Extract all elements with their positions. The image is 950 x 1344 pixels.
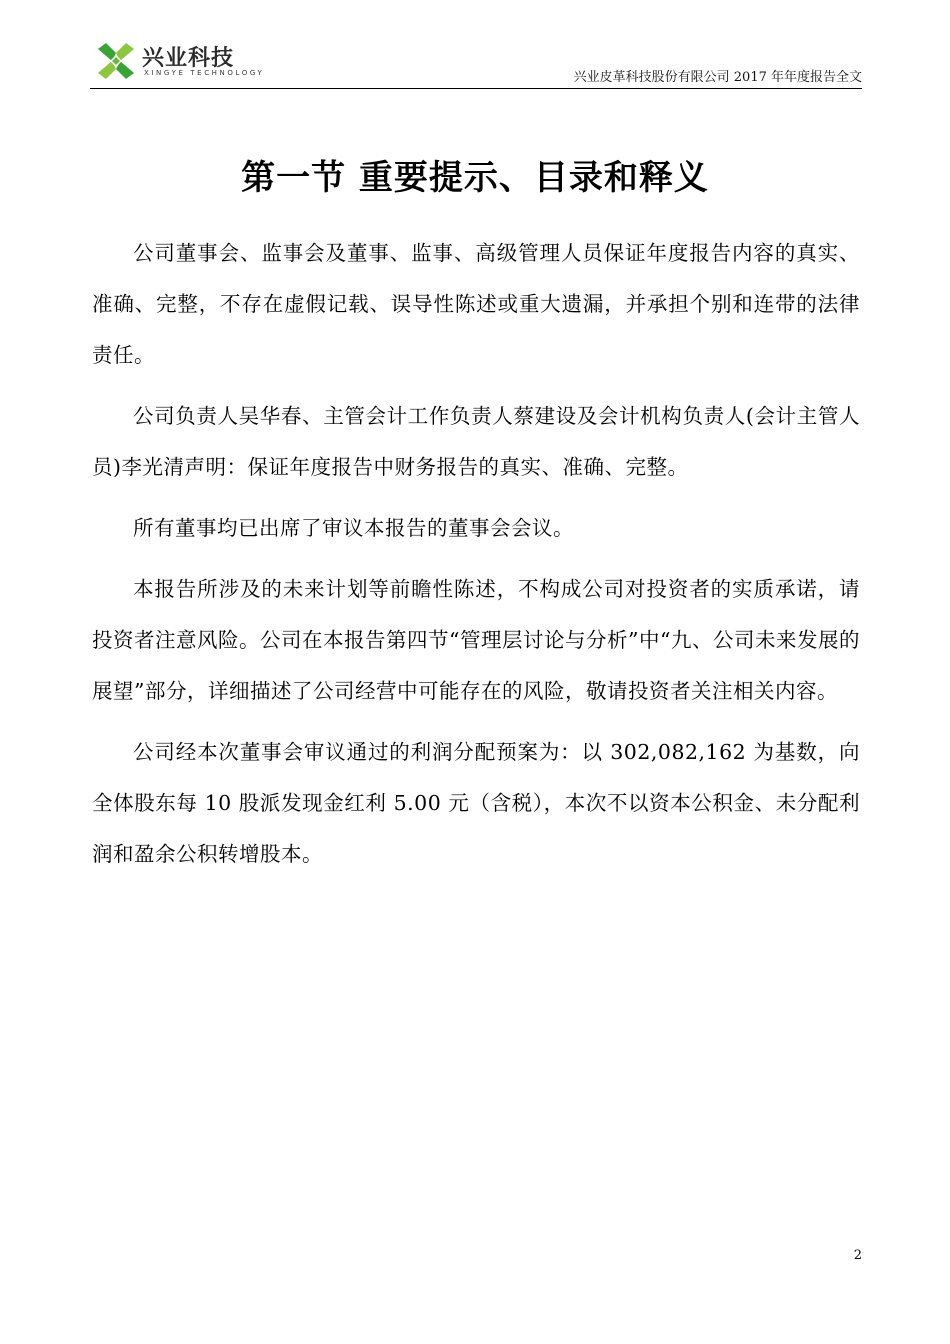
- logo-text-en: XINGYE TECHNOLOGY: [144, 69, 265, 77]
- paragraph-director-attendance: 所有董事均已出席了审议本报告的董事会会议。: [133, 516, 574, 540]
- page-header: [90, 36, 862, 88]
- logo-x-icon: [96, 41, 136, 81]
- page-content: [92, 228, 860, 890]
- paragraph-forward-looking-risk: 本报告所涉及的未来计划等前瞻性陈述，不构成公司对投资者的实质承诺，请投资者注意风险。公司在本报告第四节“管理层讨论与分析”中“九、公司未来发展的展望”部分，详细描述了公司经营中可能存在的风险，敬请投资者关注相关内容。: [92, 577, 860, 703]
- section-title: 第一节 重要提示、目录和释义: [241, 158, 709, 198]
- header-divider: [90, 88, 862, 89]
- logo-text-cn: 兴业科技: [142, 46, 235, 71]
- paragraph-officer-statement: 公司负责人吴华春、主管会计工作负责人蔡建设及会计机构负责人(会计主管人员)李光清声明：保证年度报告中财务报告的真实、准确、完整。: [92, 404, 860, 479]
- paragraph-profit-distribution: 公司经本次董事会审议通过的利润分配预案为：以 302,082,162 为基数，向全体股东每 10 股派发现金红利 5.00 元（含税），本次不以资本公积金、未分配利润和盈余公积转增股本。: [92, 740, 860, 866]
- page-number: 2: [853, 1248, 862, 1263]
- paragraph-board-assurance: 公司董事会、监事会及董事、监事、高级管理人员保证年度报告内容的真实、准确、完整，不存在虚假记载、误导性陈述或重大遗漏，并承担个别和连带的法律责任。: [92, 241, 860, 367]
- company-logo: [96, 41, 266, 85]
- header-document-title: 兴业皮革科技股份有限公司 2017 年年度报告全文: [573, 70, 862, 85]
